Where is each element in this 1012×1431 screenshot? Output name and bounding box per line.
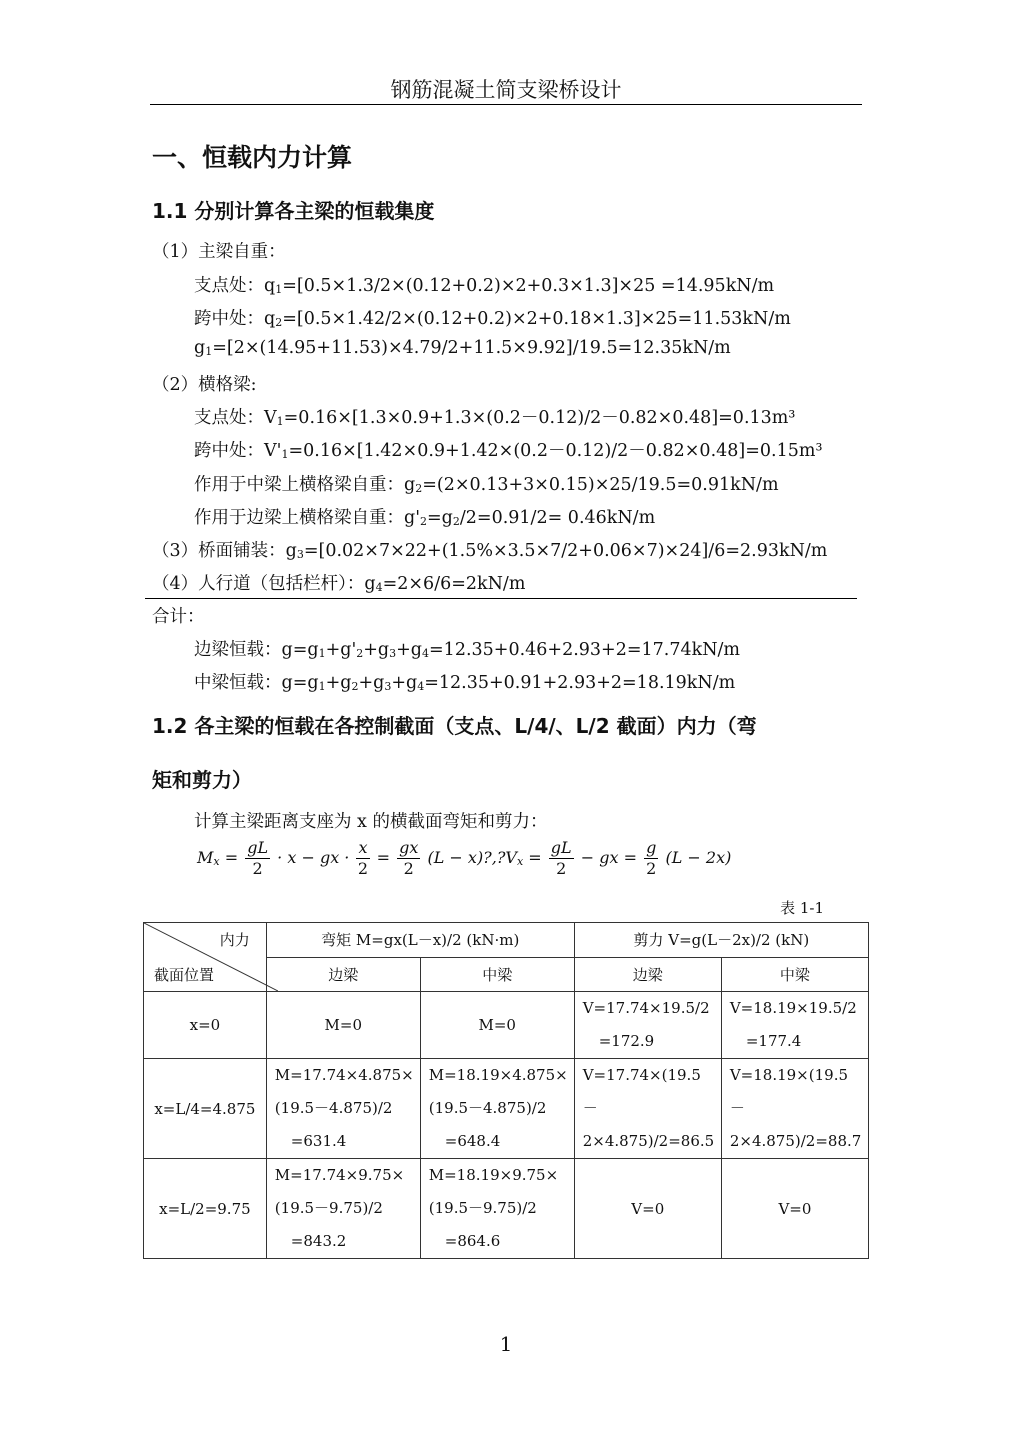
moment-header: 弯矩 M=gx(L－x)/2 (kN·m) — [266, 923, 574, 958]
shear-center-header: 中梁 — [721, 957, 868, 992]
moment-edge-cell: M=17.74×9.75× (19.5－9.75)/2 =843.2 — [266, 1159, 420, 1259]
shear-center-cell: V=18.19×19.5/2 =177.4 — [721, 992, 868, 1059]
moment-edge-cell: M=0 — [266, 992, 420, 1059]
shear-edge-cell: V=17.74×19.5/2 =172.9 — [574, 992, 721, 1059]
moment-center-header: 中梁 — [420, 957, 574, 992]
diagonal-header-cell — [144, 923, 267, 992]
moment-edge-header: 边梁 — [266, 957, 420, 992]
table-row — [144, 1059, 869, 1159]
position-cell: x=L/4=4.875 — [144, 1059, 267, 1159]
shear-header: 剪力 V=g(L－2x)/2 (kN) — [574, 923, 868, 958]
support-load-line: 支点处：$q_1=[0.5\times 1.3/2\times(0.12+0.2)\times 2+0.3\times 1.3]\times 25 =14.95kN/m$ — [194, 276, 775, 296]
shear-edge-cell: V=0 — [574, 1159, 721, 1259]
total-label: 合计： — [152, 607, 205, 627]
g2-prime-line: 作用于边梁上横格梁自重：$g'_2=g_2/2=0.91/2= 0.46kN/m$ — [194, 508, 656, 528]
table-row — [144, 992, 869, 1059]
section-title: 一、恒载内力计算 — [152, 143, 353, 172]
header-rule — [150, 104, 862, 105]
moment-shear-formula: $M_x$ = $\frac{gL}{2}$ · x − gx · $\frac{x}{2}$ = $\frac{gx}{2}$ $(L - x)?,?V_x$ = $\frac{gL}{2}$ − gx = $\frac{g}{2}$ (L − 2x) — [197, 838, 732, 878]
total-separator — [145, 598, 857, 599]
diag-header-position: 截面位置 — [154, 966, 215, 984]
subsection-title-1-2-line1: 1.2 各主梁的恒载在各控制截面（支点、L/4/、L/2 截面）内力（弯 — [152, 714, 757, 738]
moment-center-cell: M=0 — [420, 992, 574, 1059]
shear-edge-header: 边梁 — [574, 957, 721, 992]
table-caption: 表 1-1 — [780, 899, 824, 917]
subsection-title-1-2-line2: 矩和剪力） — [152, 768, 252, 792]
position-cell: x=L/2=9.75 — [144, 1159, 267, 1259]
g2-line: 作用于中梁上横格梁自重：$g_2=(2\times 0.13+3\times 0.15)\times 25/19.5=0.91kN/m$ — [194, 475, 779, 495]
shear-edge-cell: V=17.74×(19.5－ 2×4.875)/2=86.5 — [574, 1059, 721, 1159]
internal-force-table — [143, 922, 869, 1259]
header-title: 钢筋混凝土简支梁桥设计 — [390, 78, 622, 102]
midspan-load-line: 跨中处：$q_2=[0.5\times 1.42/2\times(0.12+0.2)\times 2+0.18\times 1.3]\times 25=11.53kN/m$ — [194, 309, 791, 329]
calc-intro: 计算主梁距离支座为 x 的横截面弯矩和剪力： — [194, 812, 548, 832]
position-cell: x=0 — [144, 992, 267, 1059]
g1-line: $g_1=[2\times(14.95+11.53)\times 4.79/2+11.5\times 9.92]/19.5=12.35kN/m$ — [194, 338, 731, 358]
moment-edge-cell: M=17.74×4.875× (19.5－4.875)/2 =631.4 — [266, 1059, 420, 1159]
item-3-line: （3）桥面铺装：$g_3=[0.02\times 7\times 22+(1.5\%\times 3.5\times 7/2+0.06\times 7)\times 24]/6=2.93kN/m$ — [152, 541, 828, 561]
item-2-label: （2）横格梁: — [152, 375, 257, 395]
item-4-line: （4）人行道（包括栏杆）：$g_4=2\times 6/6=2kN/m$ — [152, 574, 526, 594]
page-number: 1 — [499, 1332, 513, 1356]
moment-center-cell: M=18.19×9.75× (19.5－9.75)/2 =864.6 — [420, 1159, 574, 1259]
moment-center-cell: M=18.19×4.875× (19.5－4.875)/2 =648.4 — [420, 1059, 574, 1159]
shear-center-cell: V=0 — [721, 1159, 868, 1259]
center-beam-total-line: 中梁恒载：$g=g_1+g_2+g_3+g_4=12.35+0.91+2.93+2=18.19kN/m$ — [194, 673, 736, 693]
table-row — [144, 1159, 869, 1259]
v1-line: 支点处：$V_1=0.16\times[1.3\times 0.9+1.3\times(0.2-0.12)/2-0.82\times 0.48]=0.13m^3$ — [194, 408, 796, 428]
item-1-label: （1）主梁自重： — [152, 242, 286, 262]
edge-beam-total-line: 边梁恒载：$g=g_1+g'_2+g_3+g_4=12.35+0.46+2.93+2=17.74kN/m$ — [194, 640, 740, 660]
diag-header-force: 内力 — [219, 931, 250, 949]
shear-center-cell: V=18.19×(19.5－ 2×4.875)/2=88.7 — [721, 1059, 868, 1159]
subsection-title-1-1: 1.1 分别计算各主梁的恒载集度 — [152, 199, 435, 223]
v1-prime-line: 跨中处：$V'_1=0.16\times[1.42\times 0.9+1.42\times(0.2-0.12)/2-0.82\times 0.48]=0.15m^3$ — [194, 441, 823, 461]
